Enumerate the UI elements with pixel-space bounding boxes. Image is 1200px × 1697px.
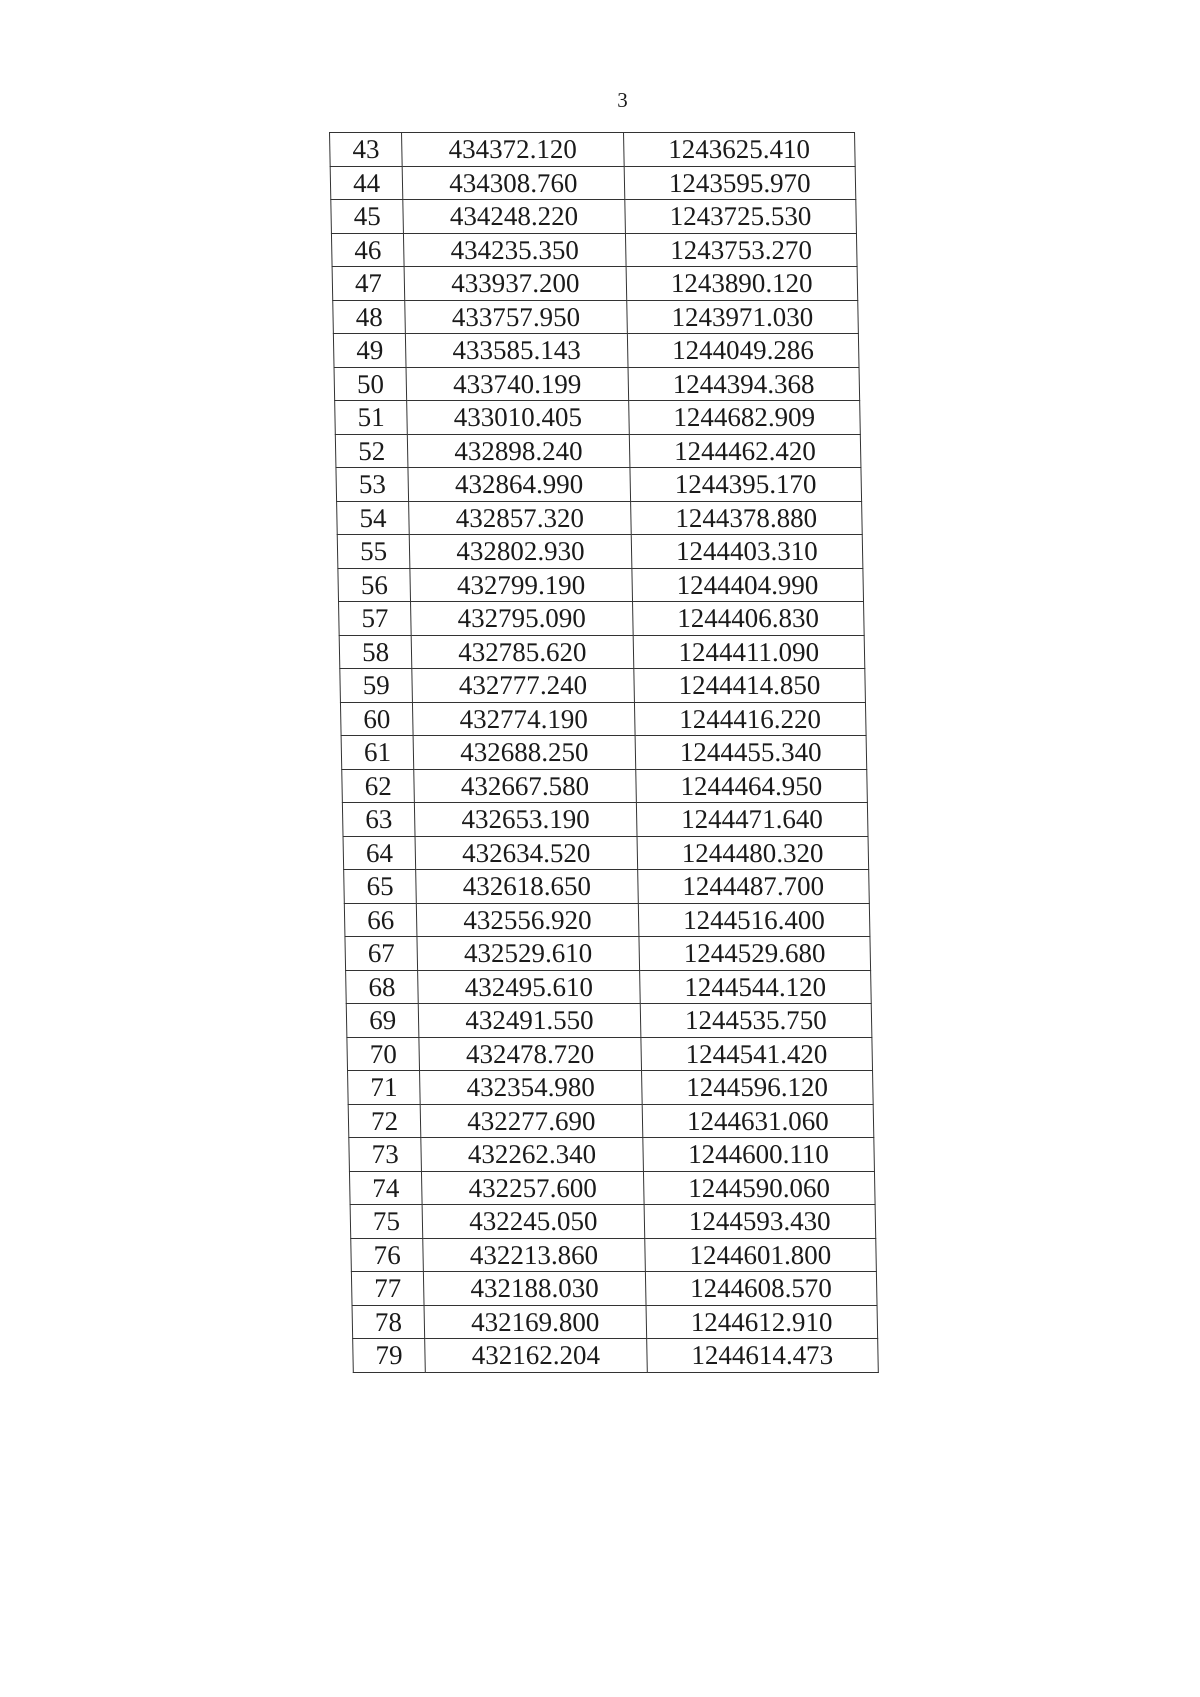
table-row	[346, 1004, 872, 1038]
table-row	[332, 267, 858, 301]
point-number-cell: 66	[344, 903, 417, 937]
table-row	[353, 1339, 879, 1373]
point-number-cell: 64	[343, 836, 416, 870]
y-coordinate-cell: 1244462.420	[629, 434, 861, 468]
point-number-cell: 58	[339, 635, 412, 669]
y-coordinate-cell: 1244049.286	[627, 334, 859, 368]
point-number-cell: 72	[348, 1104, 421, 1138]
point-number-cell: 49	[333, 334, 406, 368]
y-coordinate-cell: 1243753.270	[625, 233, 857, 267]
table-row	[350, 1205, 876, 1239]
x-coordinate-cell: 432864.990	[408, 468, 630, 502]
x-coordinate-cell: 432857.320	[409, 501, 631, 535]
y-coordinate-cell: 1244471.640	[636, 803, 868, 837]
table-row	[340, 669, 866, 703]
y-coordinate-cell: 1244608.570	[645, 1272, 877, 1306]
x-coordinate-cell: 432667.580	[414, 769, 636, 803]
table-row	[342, 769, 868, 803]
y-coordinate-cell: 1244631.060	[642, 1104, 874, 1138]
table-row	[342, 803, 868, 837]
x-coordinate-cell: 432277.690	[420, 1104, 642, 1138]
table-row	[334, 367, 860, 401]
point-number-cell: 53	[336, 468, 409, 502]
point-number-cell: 60	[340, 702, 413, 736]
point-number-cell: 76	[351, 1238, 424, 1272]
point-number-cell: 77	[351, 1272, 424, 1306]
y-coordinate-cell: 1244416.220	[634, 702, 866, 736]
y-coordinate-cell: 1244612.910	[646, 1305, 878, 1339]
y-coordinate-cell: 1243971.030	[626, 300, 858, 334]
coordinates-table	[329, 132, 879, 1373]
point-number-cell: 43	[330, 133, 403, 167]
table-row	[337, 535, 863, 569]
point-number-cell: 71	[348, 1071, 421, 1105]
point-number-cell: 47	[332, 267, 405, 301]
point-number-cell: 68	[346, 970, 419, 1004]
x-coordinate-cell: 432162.204	[425, 1339, 647, 1373]
point-number-cell: 78	[352, 1305, 425, 1339]
x-coordinate-cell: 432495.610	[418, 970, 640, 1004]
point-number-cell: 50	[334, 367, 407, 401]
table-row	[343, 836, 869, 870]
y-coordinate-cell: 1244600.110	[642, 1138, 874, 1172]
y-coordinate-cell: 1243890.120	[626, 267, 858, 301]
x-coordinate-cell: 432653.190	[415, 803, 637, 837]
point-number-cell: 70	[347, 1037, 420, 1071]
x-coordinate-cell: 432799.190	[410, 568, 632, 602]
x-coordinate-cell: 432774.190	[413, 702, 635, 736]
table-row	[348, 1104, 874, 1138]
y-coordinate-cell: 1244395.170	[630, 468, 862, 502]
x-coordinate-cell: 432245.050	[422, 1205, 644, 1239]
y-coordinate-cell: 1243625.410	[623, 133, 855, 167]
table-row	[347, 1037, 873, 1071]
y-coordinate-cell: 1244455.340	[635, 736, 867, 770]
y-coordinate-cell: 1243725.530	[624, 200, 856, 234]
table-row	[351, 1272, 877, 1306]
point-number-cell: 63	[342, 803, 415, 837]
table-row	[341, 736, 867, 770]
x-coordinate-cell: 432688.250	[413, 736, 635, 770]
x-coordinate-cell: 434248.220	[403, 200, 625, 234]
table-row	[345, 937, 871, 971]
point-number-cell: 45	[331, 200, 404, 234]
x-coordinate-cell: 432556.920	[417, 903, 639, 937]
point-number-cell: 79	[353, 1339, 426, 1373]
table-row	[333, 334, 859, 368]
table-row	[346, 970, 872, 1004]
point-number-cell: 56	[338, 568, 411, 602]
x-coordinate-cell: 433937.200	[404, 267, 626, 301]
point-number-cell: 48	[333, 300, 406, 334]
table-row	[351, 1238, 877, 1272]
x-coordinate-cell: 432478.720	[419, 1037, 641, 1071]
x-coordinate-cell: 432795.090	[411, 602, 633, 636]
x-coordinate-cell: 432491.550	[418, 1004, 640, 1038]
x-coordinate-cell: 432785.620	[411, 635, 633, 669]
table-row	[330, 166, 856, 200]
y-coordinate-cell: 1244394.368	[628, 367, 860, 401]
y-coordinate-cell: 1244535.750	[640, 1004, 872, 1038]
point-number-cell: 75	[350, 1205, 423, 1239]
point-number-cell: 74	[349, 1171, 422, 1205]
coordinates-table-body	[330, 133, 879, 1373]
point-number-cell: 59	[340, 669, 413, 703]
point-number-cell: 52	[335, 434, 408, 468]
x-coordinate-cell: 433585.143	[406, 334, 628, 368]
table-row	[333, 300, 859, 334]
table-row	[338, 568, 864, 602]
x-coordinate-cell: 434235.350	[404, 233, 626, 267]
y-coordinate-cell: 1244682.909	[628, 401, 860, 435]
y-coordinate-cell: 1244529.680	[639, 937, 871, 971]
table-row	[349, 1138, 875, 1172]
point-number-cell: 51	[335, 401, 408, 435]
y-coordinate-cell: 1244614.473	[646, 1339, 878, 1373]
y-coordinate-cell: 1243595.970	[624, 166, 856, 200]
x-coordinate-cell: 432529.610	[417, 937, 639, 971]
y-coordinate-cell: 1244596.120	[641, 1071, 873, 1105]
y-coordinate-cell: 1244406.830	[632, 602, 864, 636]
x-coordinate-cell: 433757.950	[405, 300, 627, 334]
table-row	[331, 233, 857, 267]
point-number-cell: 55	[337, 535, 410, 569]
x-coordinate-cell: 432169.800	[424, 1305, 646, 1339]
y-coordinate-cell: 1244411.090	[633, 635, 865, 669]
point-number-cell: 61	[341, 736, 414, 770]
y-coordinate-cell: 1244464.950	[635, 769, 867, 803]
x-coordinate-cell: 433740.199	[406, 367, 628, 401]
table-row	[344, 903, 870, 937]
x-coordinate-cell: 432777.240	[412, 669, 634, 703]
table-row	[340, 702, 866, 736]
y-coordinate-cell: 1244404.990	[631, 568, 863, 602]
point-number-cell: 57	[339, 602, 412, 636]
table-row	[330, 133, 856, 167]
x-coordinate-cell: 432898.240	[408, 434, 630, 468]
table-row	[336, 468, 862, 502]
x-coordinate-cell: 434308.760	[402, 166, 624, 200]
x-coordinate-cell: 433010.405	[407, 401, 629, 435]
x-coordinate-cell: 432618.650	[416, 870, 638, 904]
x-coordinate-cell: 432354.980	[420, 1071, 642, 1105]
y-coordinate-cell: 1244378.880	[630, 501, 862, 535]
y-coordinate-cell: 1244541.420	[640, 1037, 872, 1071]
table-row	[335, 401, 861, 435]
y-coordinate-cell: 1244601.800	[644, 1238, 876, 1272]
x-coordinate-cell: 432262.340	[421, 1138, 643, 1172]
table-row	[344, 870, 870, 904]
table-row	[335, 434, 861, 468]
y-coordinate-cell: 1244480.320	[637, 836, 869, 870]
point-number-cell: 54	[337, 501, 410, 535]
point-number-cell: 62	[342, 769, 415, 803]
point-number-cell: 73	[349, 1138, 422, 1172]
table-row	[337, 501, 863, 535]
table-row	[331, 200, 857, 234]
x-coordinate-cell: 432188.030	[424, 1272, 646, 1306]
point-number-cell: 69	[346, 1004, 419, 1038]
point-number-cell: 44	[330, 166, 403, 200]
x-coordinate-cell: 434372.120	[402, 133, 624, 167]
y-coordinate-cell: 1244403.310	[631, 535, 863, 569]
x-coordinate-cell: 432802.930	[409, 535, 631, 569]
table-row	[339, 602, 865, 636]
point-number-cell: 46	[331, 233, 404, 267]
table-row	[349, 1171, 875, 1205]
x-coordinate-cell: 432257.600	[422, 1171, 644, 1205]
page-number: 3	[617, 88, 628, 112]
x-coordinate-cell: 432213.860	[423, 1238, 645, 1272]
table-row	[348, 1071, 874, 1105]
table-row	[339, 635, 865, 669]
point-number-cell: 67	[345, 937, 418, 971]
y-coordinate-cell: 1244414.850	[633, 669, 865, 703]
y-coordinate-cell: 1244516.400	[638, 903, 870, 937]
y-coordinate-cell: 1244544.120	[639, 970, 871, 1004]
y-coordinate-cell: 1244487.700	[637, 870, 869, 904]
x-coordinate-cell: 432634.520	[415, 836, 637, 870]
point-number-cell: 65	[344, 870, 417, 904]
y-coordinate-cell: 1244590.060	[643, 1171, 875, 1205]
table-row	[352, 1305, 878, 1339]
y-coordinate-cell: 1244593.430	[644, 1205, 876, 1239]
